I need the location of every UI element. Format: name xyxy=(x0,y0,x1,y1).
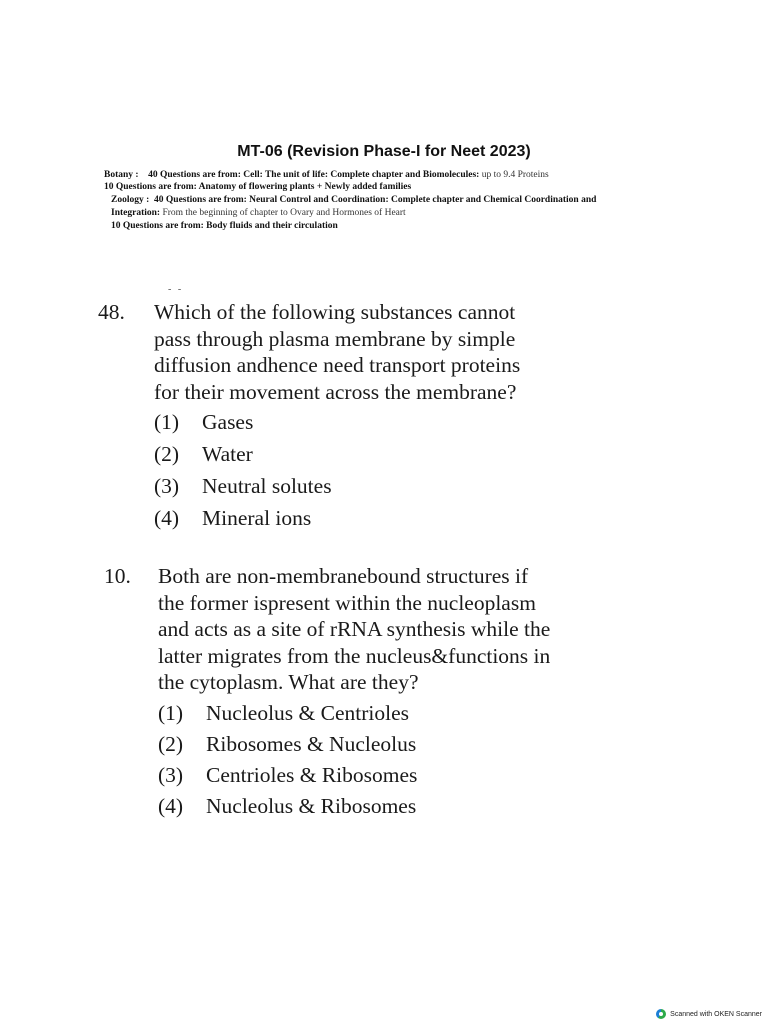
option-number: (3) xyxy=(158,763,184,787)
botany-topic-primary: 40 Questions are from: Cell: The unit of life: Complete chapter and Biomolecules: xyxy=(148,170,480,180)
question-line: the former ispresent within the nucleoplasm xyxy=(158,590,536,615)
scan-artifact-mark: - - xyxy=(168,284,184,295)
zoology-label: Zoology : xyxy=(111,195,150,205)
option-number: (4) xyxy=(158,794,184,818)
botany-label: Botany : xyxy=(104,170,139,180)
zoology-integration-extent: From the beginning of chapter to Ovary and Hormones of Heart xyxy=(162,208,406,218)
scanner-logo-icon xyxy=(656,1009,666,1019)
option-number: (2) xyxy=(154,442,180,466)
question-line: Which of the following substances cannot xyxy=(154,300,516,324)
question-text xyxy=(158,563,550,696)
question-10 xyxy=(104,563,624,833)
option-1 xyxy=(154,409,253,436)
botany-topic-primary-extent: up to 9.4 Proteins xyxy=(481,170,549,180)
option-4 xyxy=(154,505,311,532)
question-line: the cytoplasm. What are they? xyxy=(158,670,419,694)
option-text: Gases xyxy=(202,410,254,434)
option-text: Centrioles & Ribosomes xyxy=(206,763,418,787)
option-2 xyxy=(154,441,253,468)
option-3 xyxy=(154,473,332,500)
option-text: Water xyxy=(202,442,253,466)
zoology-line-3 xyxy=(111,221,338,233)
botany-topic-secondary: 10 Questions are from: Anatomy of flowering plants + Newly added families xyxy=(104,182,412,192)
option-number: (4) xyxy=(154,506,180,530)
scanner-watermark xyxy=(656,1009,762,1019)
scanner-text: Scanned with OKEN Scanner xyxy=(670,1010,762,1018)
option-4 xyxy=(158,793,416,820)
option-2 xyxy=(158,731,416,758)
question-number: 10. xyxy=(104,564,131,588)
question-line: diffusion andhence need transport proteins xyxy=(154,353,521,377)
option-text: Nucleolus & Centrioles xyxy=(206,701,410,725)
option-number: (1) xyxy=(158,701,184,725)
option-text: Mineral ions xyxy=(202,506,312,530)
option-text: Nucleolus & Ribosomes xyxy=(206,794,417,818)
question-line: latter migrates from the nucleus&functions in xyxy=(158,643,551,668)
zoology-line-1 xyxy=(111,195,596,207)
zoology-line-2 xyxy=(111,208,406,220)
option-3 xyxy=(158,762,417,789)
question-48 xyxy=(98,299,598,539)
question-line: for their movement across the membrane? xyxy=(154,379,517,404)
page-title: MT-06 (Revision Phase-I for Neet 2023) xyxy=(237,143,531,160)
option-number: (3) xyxy=(154,474,180,498)
zoology-topic-secondary: 10 Questions are from: Body fluids and their circulation xyxy=(111,221,338,231)
option-text: Ribosomes & Nucleolus xyxy=(206,732,417,756)
question-line: Both are non-membranebound structures if xyxy=(158,564,529,588)
botany-line-2 xyxy=(104,182,411,194)
question-number: 48. xyxy=(98,300,125,324)
botany-line-1 xyxy=(104,170,549,182)
option-number: (1) xyxy=(154,410,180,434)
option-1 xyxy=(158,700,409,727)
zoology-topic-primary: 40 Questions are from: Neural Control and Coordination: Complete chapter and Chemical Coordination and xyxy=(154,195,597,205)
question-line: and acts as a site of rRNA synthesis while the xyxy=(158,617,551,641)
option-number: (2) xyxy=(158,732,184,756)
question-text xyxy=(154,299,520,405)
zoology-integration-label: Integration: xyxy=(111,208,161,218)
question-line: pass through plasma membrane by simple xyxy=(154,326,516,351)
option-text: Neutral solutes xyxy=(202,474,332,498)
